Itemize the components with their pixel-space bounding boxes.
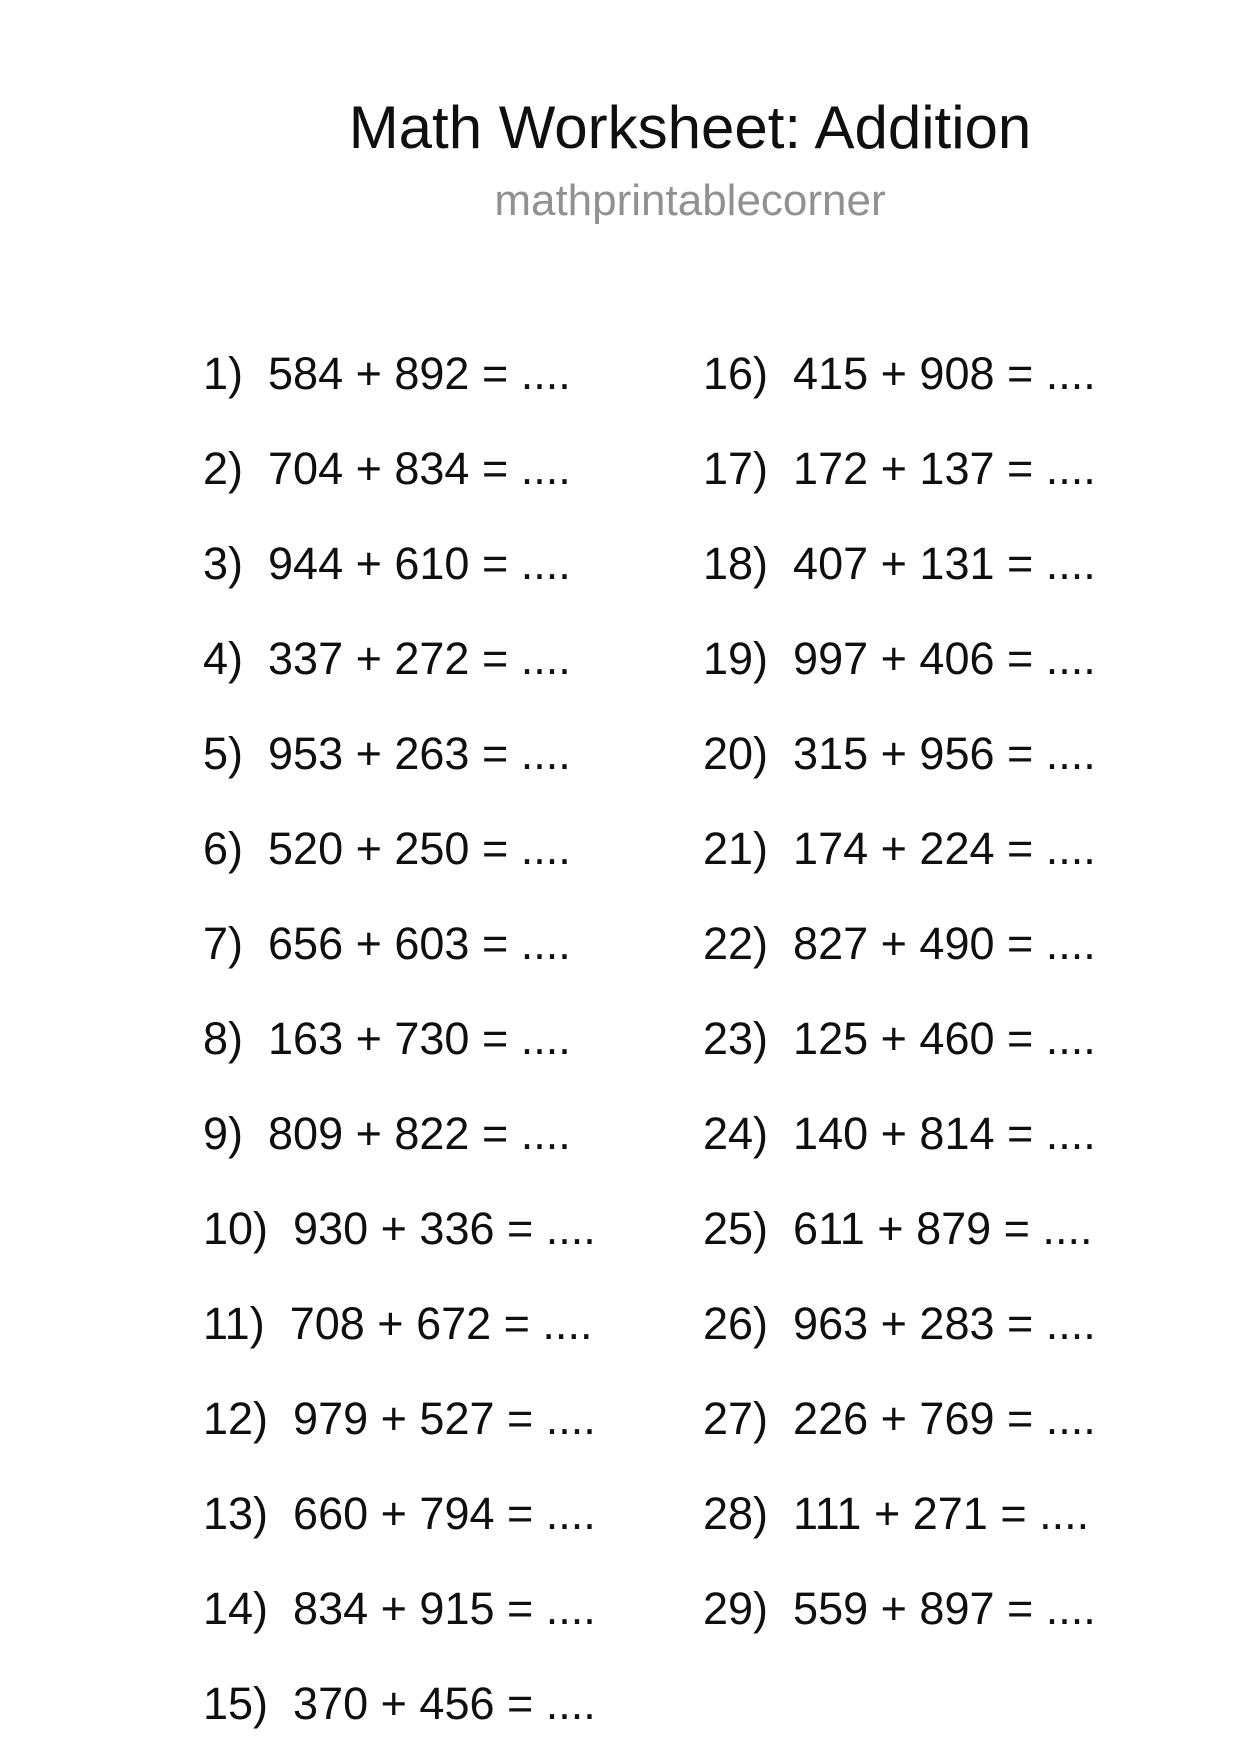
problem-expression: 140 + 814 = .... — [793, 1108, 1096, 1159]
problem-number: 4) — [203, 633, 244, 684]
problem-expression: 656 + 603 = .... — [268, 918, 571, 969]
problem-expression: 315 + 956 = .... — [793, 728, 1096, 779]
problem-row — [703, 896, 1096, 991]
problem-row — [703, 516, 1096, 611]
problem-number: 9) — [203, 1108, 244, 1159]
problem-row — [203, 801, 596, 896]
problem-expression: 415 + 908 = .... — [793, 348, 1096, 399]
problem-row — [203, 421, 596, 516]
problem-number: 25) — [703, 1203, 769, 1254]
problems-column-left — [203, 326, 596, 1751]
problem-expression: 520 + 250 = .... — [268, 823, 571, 874]
problem-row — [703, 1466, 1096, 1561]
problem-row — [703, 1276, 1096, 1371]
problem-expression: 930 + 336 = .... — [293, 1203, 596, 1254]
problem-number: 22) — [703, 918, 769, 969]
problem-number: 15) — [203, 1678, 269, 1729]
problem-expression: 125 + 460 = .... — [793, 1013, 1096, 1064]
problem-number: 10) — [203, 1203, 269, 1254]
problem-row — [703, 421, 1096, 516]
problem-number: 6) — [203, 823, 244, 874]
problem-number: 13) — [203, 1488, 269, 1539]
problem-expression: 584 + 892 = .... — [268, 348, 571, 399]
problem-expression: 809 + 822 = .... — [268, 1108, 571, 1159]
problem-number: 29) — [703, 1583, 769, 1634]
worksheet-header — [140, 93, 1240, 227]
problem-expression: 111 + 271 = .... — [793, 1488, 1090, 1539]
problem-expression: 611 + 879 = .... — [793, 1203, 1093, 1254]
problem-number: 16) — [703, 348, 769, 399]
problem-expression: 559 + 897 = .... — [793, 1583, 1096, 1634]
problem-expression: 704 + 834 = .... — [268, 443, 571, 494]
problem-row — [703, 611, 1096, 706]
problem-expression: 226 + 769 = .... — [793, 1393, 1096, 1444]
problem-row — [203, 1561, 596, 1656]
problem-row — [203, 706, 596, 801]
problem-row — [203, 1466, 596, 1561]
problem-row — [203, 516, 596, 611]
problem-expression: 163 + 730 = .... — [268, 1013, 571, 1064]
problem-number: 28) — [703, 1488, 769, 1539]
problem-row — [703, 991, 1096, 1086]
problem-row — [203, 611, 596, 706]
problem-number: 20) — [703, 728, 769, 779]
problem-number: 8) — [203, 1013, 244, 1064]
problem-number: 2) — [203, 443, 244, 494]
problem-row — [703, 1181, 1096, 1276]
problem-number: 12) — [203, 1393, 269, 1444]
problem-number: 24) — [703, 1108, 769, 1159]
problem-number: 5) — [203, 728, 244, 779]
problem-row — [203, 1276, 596, 1371]
problem-number: 11) — [203, 1298, 265, 1349]
problem-row — [203, 1371, 596, 1466]
problem-expression: 827 + 490 = .... — [793, 918, 1096, 969]
problem-row — [203, 1086, 596, 1181]
problem-expression: 407 + 131 = .... — [793, 538, 1096, 589]
problem-number: 17) — [703, 443, 769, 494]
problem-row — [203, 326, 596, 421]
problem-row — [203, 1656, 596, 1751]
problem-number: 18) — [703, 538, 769, 589]
problem-expression: 708 + 672 = .... — [289, 1298, 593, 1349]
problem-number: 23) — [703, 1013, 769, 1064]
problem-number: 7) — [203, 918, 244, 969]
page-subtitle: mathprintablecorner — [494, 176, 886, 225]
problem-row — [703, 1086, 1096, 1181]
problem-expression: 963 + 283 = .... — [793, 1298, 1096, 1349]
problem-expression: 174 + 224 = .... — [793, 823, 1096, 874]
problem-row — [703, 801, 1096, 896]
problem-row — [703, 706, 1096, 801]
problems-column-right — [703, 326, 1096, 1656]
problem-number: 26) — [703, 1298, 769, 1349]
page-title: Math Worksheet: Addition — [348, 94, 1032, 161]
problem-expression: 172 + 137 = .... — [793, 443, 1096, 494]
problem-number: 27) — [703, 1393, 769, 1444]
problem-row — [203, 1181, 596, 1276]
problem-number: 19) — [703, 633, 769, 684]
problem-expression: 953 + 263 = .... — [268, 728, 571, 779]
problem-row — [203, 991, 596, 1086]
problem-row — [203, 896, 596, 991]
problem-expression: 944 + 610 = .... — [268, 538, 571, 589]
problem-expression: 997 + 406 = .... — [793, 633, 1096, 684]
problem-expression: 834 + 915 = .... — [293, 1583, 596, 1634]
problem-row — [703, 1371, 1096, 1466]
problem-row — [703, 326, 1096, 421]
problem-row — [703, 1561, 1096, 1656]
problem-number: 1) — [203, 348, 244, 399]
problem-expression: 660 + 794 = .... — [293, 1488, 596, 1539]
problem-expression: 337 + 272 = .... — [268, 633, 571, 684]
problem-number: 21) — [703, 823, 769, 874]
problem-expression: 370 + 456 = .... — [293, 1678, 596, 1729]
problem-number: 3) — [203, 538, 244, 589]
problem-number: 14) — [203, 1583, 269, 1634]
problem-expression: 979 + 527 = .... — [293, 1393, 596, 1444]
